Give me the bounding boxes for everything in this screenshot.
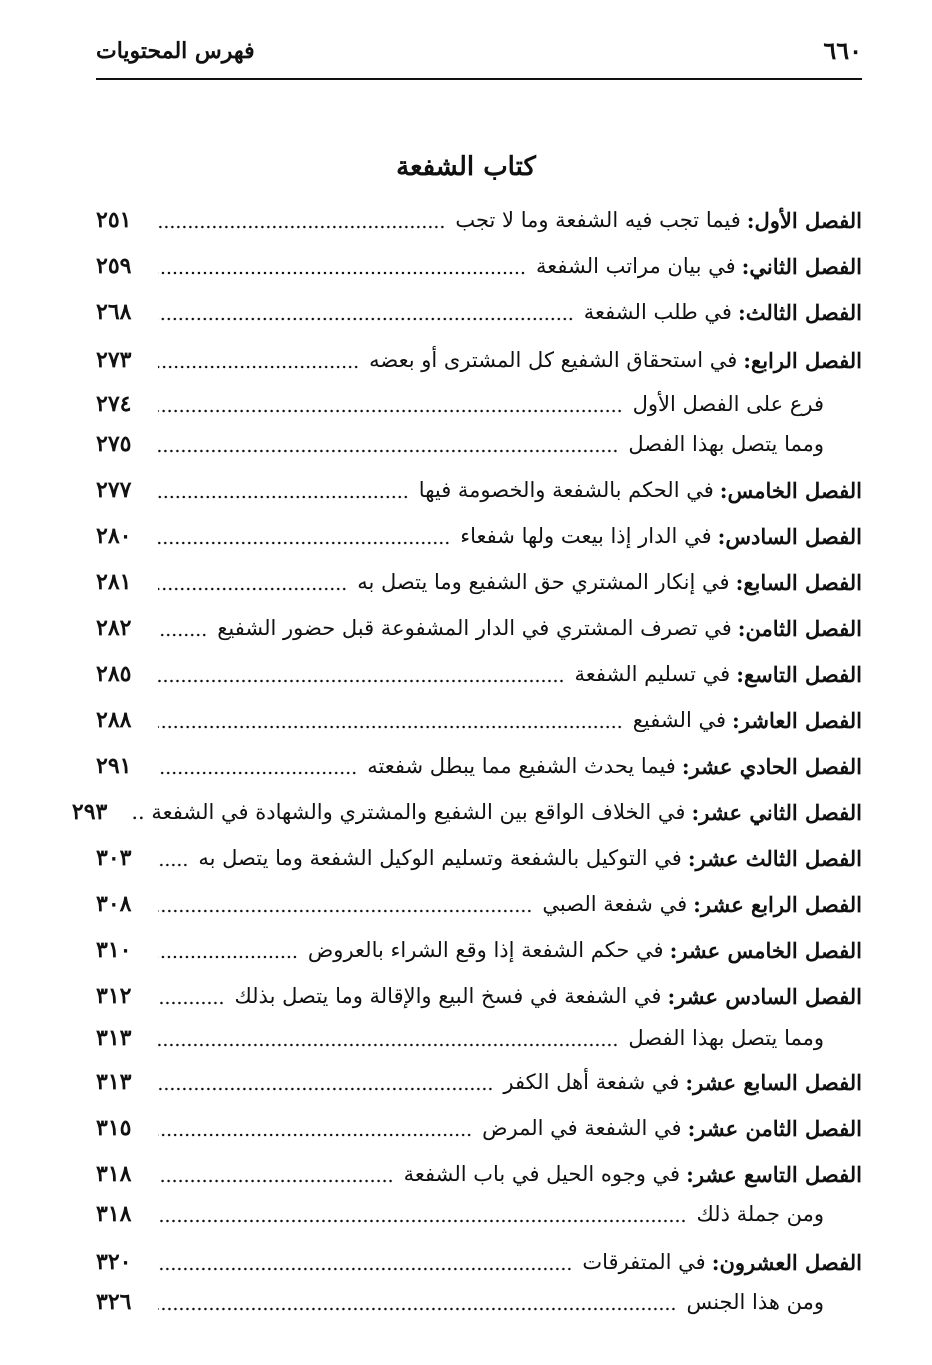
toc-entry xyxy=(96,884,862,924)
entry-page-number: ٢٧٥ xyxy=(96,431,132,457)
entry-page-number: ٣١٣ xyxy=(96,1069,132,1095)
entry-page-number: ٣١٨ xyxy=(96,1161,132,1187)
toc-entry xyxy=(96,1018,862,1058)
chapter-label: الفصل الحادي عشر: xyxy=(681,753,862,779)
entry-title: في التوكيل بالشفعة وتسليم الوكيل الشفعة وما يتصل به xyxy=(198,846,682,870)
toc-entry xyxy=(96,838,862,878)
toc-entry xyxy=(96,516,862,556)
chapter-label: الفصل السابع: xyxy=(735,569,862,595)
toc-entry xyxy=(96,1154,862,1194)
toc-entry xyxy=(96,976,862,1016)
entry-page-number: ٢٩٣ xyxy=(71,799,108,825)
toc-entry xyxy=(96,200,862,240)
entry-page-number: ٣٠٨ xyxy=(96,891,132,917)
chapter-label: الفصل الخامس: xyxy=(719,477,862,503)
chapter-label: الفصل الأول: xyxy=(746,207,862,233)
chapter-label: الفصل الثامن: xyxy=(737,615,862,641)
toc-entry xyxy=(96,292,862,332)
dot-leader xyxy=(158,316,574,322)
dot-leader xyxy=(158,1086,493,1092)
chapter-label: الفصل الثامن عشر: xyxy=(687,1115,862,1141)
toc-entry xyxy=(96,746,862,786)
toc-entry xyxy=(96,384,862,424)
entry-page-number: ٣١٠ xyxy=(96,937,132,963)
entry-title: في المتفرقات xyxy=(582,1250,706,1274)
dot-leader xyxy=(158,494,409,500)
dot-leader xyxy=(158,1000,224,1006)
chapter-label: الفصل التاسع: xyxy=(736,661,862,687)
chapter-label: الفصل السادس: xyxy=(717,523,862,549)
toc-entry xyxy=(96,470,862,510)
toc-entry xyxy=(96,608,862,648)
dot-leader xyxy=(158,1218,686,1224)
toc-entry xyxy=(71,792,862,832)
toc-entry xyxy=(96,1194,862,1234)
dot-leader xyxy=(158,1132,472,1138)
entry-title: في تصرف المشتري في الدار المشفوعة قبل حضور الشفيع xyxy=(217,616,732,640)
entry-title: ومن جملة ذلك xyxy=(696,1202,824,1226)
toc-entry xyxy=(96,930,862,970)
entry-title: في الشفعة في المرض xyxy=(482,1116,682,1140)
chapter-label: الفصل السادس عشر: xyxy=(667,983,862,1009)
dot-leader xyxy=(158,364,359,370)
chapter-label: الفصل الثالث: xyxy=(737,299,862,325)
header-page-number: ٦٦٠ xyxy=(823,36,862,65)
toc-entry xyxy=(96,424,862,464)
entry-page-number: ٢٨٨ xyxy=(96,707,132,733)
entry-title: في إنكار المشتري حق الشفيع وما يتصل به xyxy=(357,570,730,594)
toc-entry xyxy=(96,246,862,286)
dot-leader xyxy=(158,724,623,730)
toc-entry xyxy=(96,1282,862,1322)
header-title: فهرس المحتويات xyxy=(96,38,255,64)
entry-page-number: ٢٨٥ xyxy=(96,661,132,687)
chapter-label: الفصل العشرون: xyxy=(711,1249,862,1275)
toc-entry xyxy=(96,1242,862,1282)
entry-title: ومما يتصل بهذا الفصل xyxy=(628,1026,824,1050)
entry-title: في شفعة الصبي xyxy=(542,892,688,916)
entry-page-number: ٣٢٠ xyxy=(96,1249,132,1275)
entry-title: في تسليم الشفعة xyxy=(574,662,731,686)
dot-leader xyxy=(158,586,347,592)
entry-page-number: ٢٧٤ xyxy=(96,391,132,417)
dot-leader xyxy=(158,224,445,230)
dot-leader xyxy=(158,448,618,454)
toc-entry xyxy=(96,1062,862,1102)
entry-page-number: ٣١٢ xyxy=(96,983,132,1009)
toc-entry xyxy=(96,340,862,380)
entry-page-number: ٢٦٨ xyxy=(96,299,132,325)
book-title: كتاب الشفعة xyxy=(396,152,536,182)
dot-leader xyxy=(158,1042,618,1048)
chapter-label: الفصل الرابع: xyxy=(743,347,862,373)
entry-page-number: ٣٢٦ xyxy=(96,1289,132,1315)
toc-entry xyxy=(96,654,862,694)
entry-title: في بيان مراتب الشفعة xyxy=(535,254,736,278)
toc-entry xyxy=(96,1108,862,1148)
entry-title: في الشفيع xyxy=(632,708,727,732)
dot-leader xyxy=(158,540,450,546)
chapter-label: الفصل العاشر: xyxy=(732,707,862,733)
chapter-label: الفصل الخامس عشر: xyxy=(669,937,862,963)
chapter-label: الفصل الثاني عشر: xyxy=(691,799,862,825)
dot-leader xyxy=(158,270,526,276)
entry-page-number: ٢٨١ xyxy=(96,569,132,595)
chapter-label: الفصل الرابع عشر: xyxy=(693,891,862,917)
dot-leader xyxy=(158,908,532,914)
dot-leader xyxy=(158,632,207,638)
chapter-label: الفصل السابع عشر: xyxy=(685,1069,862,1095)
entry-title: ومما يتصل بهذا الفصل xyxy=(628,432,824,456)
chapter-label: الفصل الثاني: xyxy=(741,253,862,279)
chapter-label: الفصل الثالث عشر: xyxy=(687,845,862,871)
entry-page-number: ٢٥١ xyxy=(96,207,132,233)
entry-title: في شفعة أهل الكفر xyxy=(503,1070,680,1094)
dot-leader xyxy=(158,954,298,960)
toc-entry xyxy=(96,562,862,602)
entry-page-number: ٣٠٣ xyxy=(96,845,132,871)
entry-page-number: ٣١٣ xyxy=(96,1025,132,1051)
page-header xyxy=(96,34,862,80)
entry-page-number: ٢٥٩ xyxy=(96,253,132,279)
dot-leader xyxy=(158,1178,394,1184)
entry-title: في الشفعة في فسخ البيع والإقالة وما يتصل بذلك xyxy=(234,984,662,1008)
entry-page-number: ٣١٨ xyxy=(96,1201,132,1227)
dot-leader xyxy=(158,862,188,868)
entry-title: فيما يحدث الشفيع مما يبطل شفعته xyxy=(367,754,676,778)
entry-page-number: ٢٧٧ xyxy=(96,477,132,503)
dot-leader xyxy=(158,1266,572,1272)
entry-title: في وجوه الحيل في باب الشفعة xyxy=(403,1162,681,1186)
entry-title: في حكم الشفعة إذا وقع الشراء بالعروض xyxy=(307,938,664,962)
entry-page-number: ٢٨٢ xyxy=(96,615,132,641)
entry-title: في الحكم بالشفعة والخصومة فيها xyxy=(418,478,714,502)
entry-title: في الدار إذا بيعت ولها شفعاء xyxy=(460,524,712,548)
toc-entry xyxy=(96,700,862,740)
dot-leader xyxy=(158,1306,676,1312)
entry-title: في استحقاق الشفيع كل المشترى أو بعضه xyxy=(369,348,738,372)
dot-leader xyxy=(158,770,357,776)
entry-page-number: ٢٩١ xyxy=(96,753,132,779)
entry-title: فيما تجب فيه الشفعة وما لا تجب xyxy=(455,208,741,232)
dot-leader xyxy=(158,408,623,414)
entry-page-number: ٣١٥ xyxy=(96,1115,132,1141)
chapter-label: الفصل التاسع عشر: xyxy=(686,1161,862,1187)
entry-title: في الخلاف الواقع بين الشفيع والمشتري والشهادة في الشفعة .. xyxy=(131,800,686,824)
entry-page-number: ٢٧٣ xyxy=(96,347,132,373)
entry-title: في طلب الشفعة xyxy=(583,300,732,324)
entry-title: فرع على الفصل الأول xyxy=(632,392,824,416)
entry-title: ومن هذا الجنس xyxy=(686,1290,824,1314)
dot-leader xyxy=(158,678,565,684)
entry-page-number: ٢٨٠ xyxy=(96,523,132,549)
